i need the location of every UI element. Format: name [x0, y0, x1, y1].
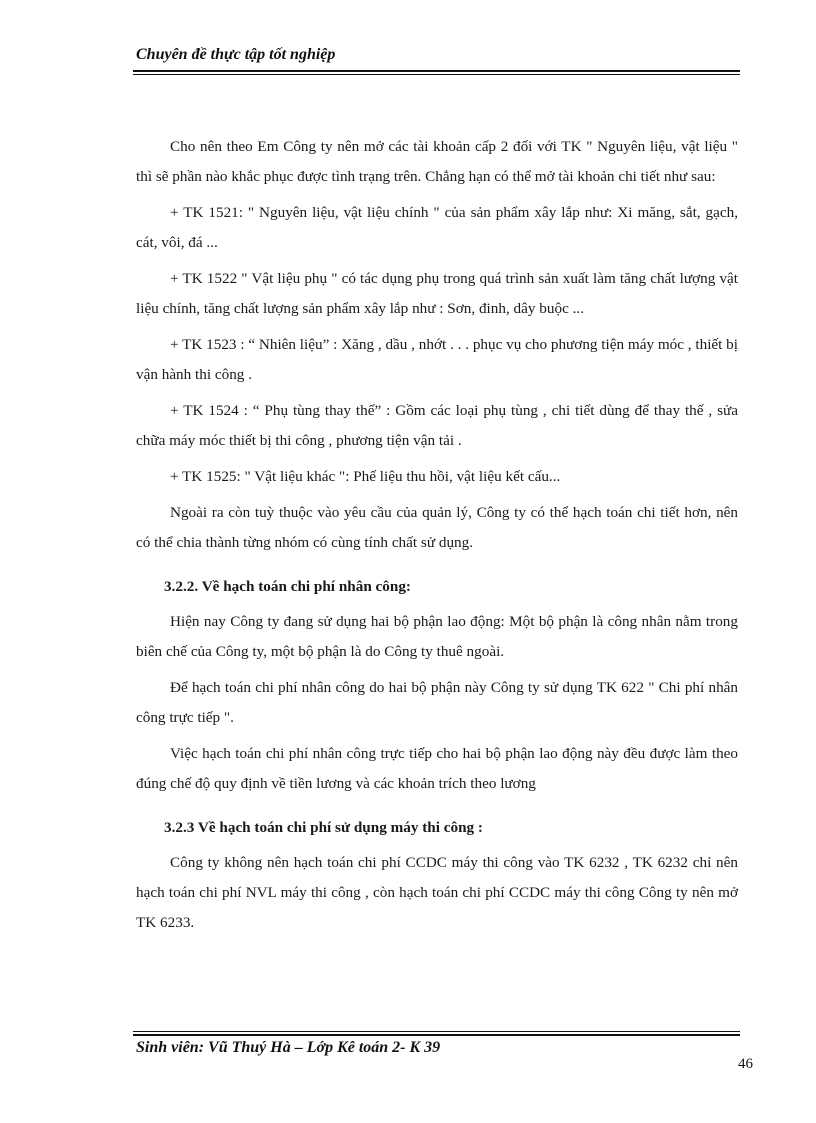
footer-author: Sinh viên: Vũ Thuý Hà – Lớp Kê toán 2- K 39 — [136, 1039, 441, 1056]
paragraph-intro: Cho nên theo Em Công ty nên mở các tài khoản cấp 2 đối với TK " Nguyên liệu, vật liệu " thì sẽ phần nào khắc phục được tình trạng trên. Chẳng hạn có thể mở tài khoản chi tiết như sau: — [136, 138, 738, 185]
list-item-tk1525: + TK 1525: " Vật liệu khác ": Phế liệu thu hồi, vật liệu kết cấu... — [170, 468, 561, 485]
paragraph-tk622: Để hạch toán chi phí nhân công do hai bộ phận này Công ty sử dụng TK 622 " Chi phí nhân công trực tiếp ". — [136, 679, 738, 726]
list-item-tk1521: + TK 1521: " Nguyên liệu, vật liệu chính " của sản phẩm xây lắp như: Xi măng, sắt, gạch, cát, vôi, đá ... — [136, 204, 738, 251]
header-title: Chuyên đề thực tập tốt nghiệp — [136, 46, 336, 63]
list-item-tk1524: + TK 1524 : “ Phụ tùng thay thế” : Gồm các loại phụ tùng , chi tiết dùng để thay thế , sửa chữa máy móc thiết bị thi công , phương tiện vận tải . — [136, 402, 738, 449]
header-rule-thin — [133, 74, 740, 75]
page-body — [136, 132, 738, 944]
section-heading-labor-cost: 3.2.2. Về hạch toán chi phí nhân công: — [164, 578, 411, 595]
section-heading-machine-cost: 3.2.3 Về hạch toán chi phí sử dụng máy thi công : — [164, 819, 483, 836]
paragraph-labor-groups: Hiện nay Công ty đang sử dụng hai bộ phận lao động: Một bộ phận là công nhân nằm trong biên chế của Công ty, một bộ phận là do Công ty thuê ngoài. — [136, 613, 738, 660]
paragraph-detail: Ngoài ra còn tuỳ thuộc vào yêu cầu của quản lý, Công ty có thể hạch toán chi tiết hơn, nên có thể chia thành từng nhóm có cùng tính chất sử dụng. — [136, 504, 738, 551]
footer-rule-thin — [133, 1031, 740, 1032]
footer-rule-thick — [133, 1034, 740, 1036]
header-rule-thick — [133, 70, 740, 72]
paragraph-machine-cost: Công ty không nên hạch toán chi phí CCDC máy thi công vào TK 6232 , TK 6232 chỉ nên hạch toán chi phí NVL máy thi công , còn hạch toán chi phí CCDC máy thi công Công ty nên mở TK 6233. — [136, 854, 738, 931]
list-item-tk1523: + TK 1523 : “ Nhiên liệu” : Xăng , dầu , nhớt . . . phục vụ cho phương tiện máy móc , thiết bị vận hành thi công . — [136, 336, 738, 383]
paragraph-labor-accounting: Việc hạch toán chi phí nhân công trực tiếp cho hai bộ phận lao động này đều được làm theo đúng chế độ quy định về tiền lương và các khoản trích theo lương — [136, 745, 738, 792]
list-item-tk1522: + TK 1522 " Vật liệu phụ " có tác dụng phụ trong quá trình sản xuất làm tăng chất lượng vật liệu chính, tăng chất lượng sản phẩm xây lắp như : Sơn, đinh, dây buộc ... — [136, 270, 738, 317]
page-number: 46 — [738, 1056, 753, 1072]
